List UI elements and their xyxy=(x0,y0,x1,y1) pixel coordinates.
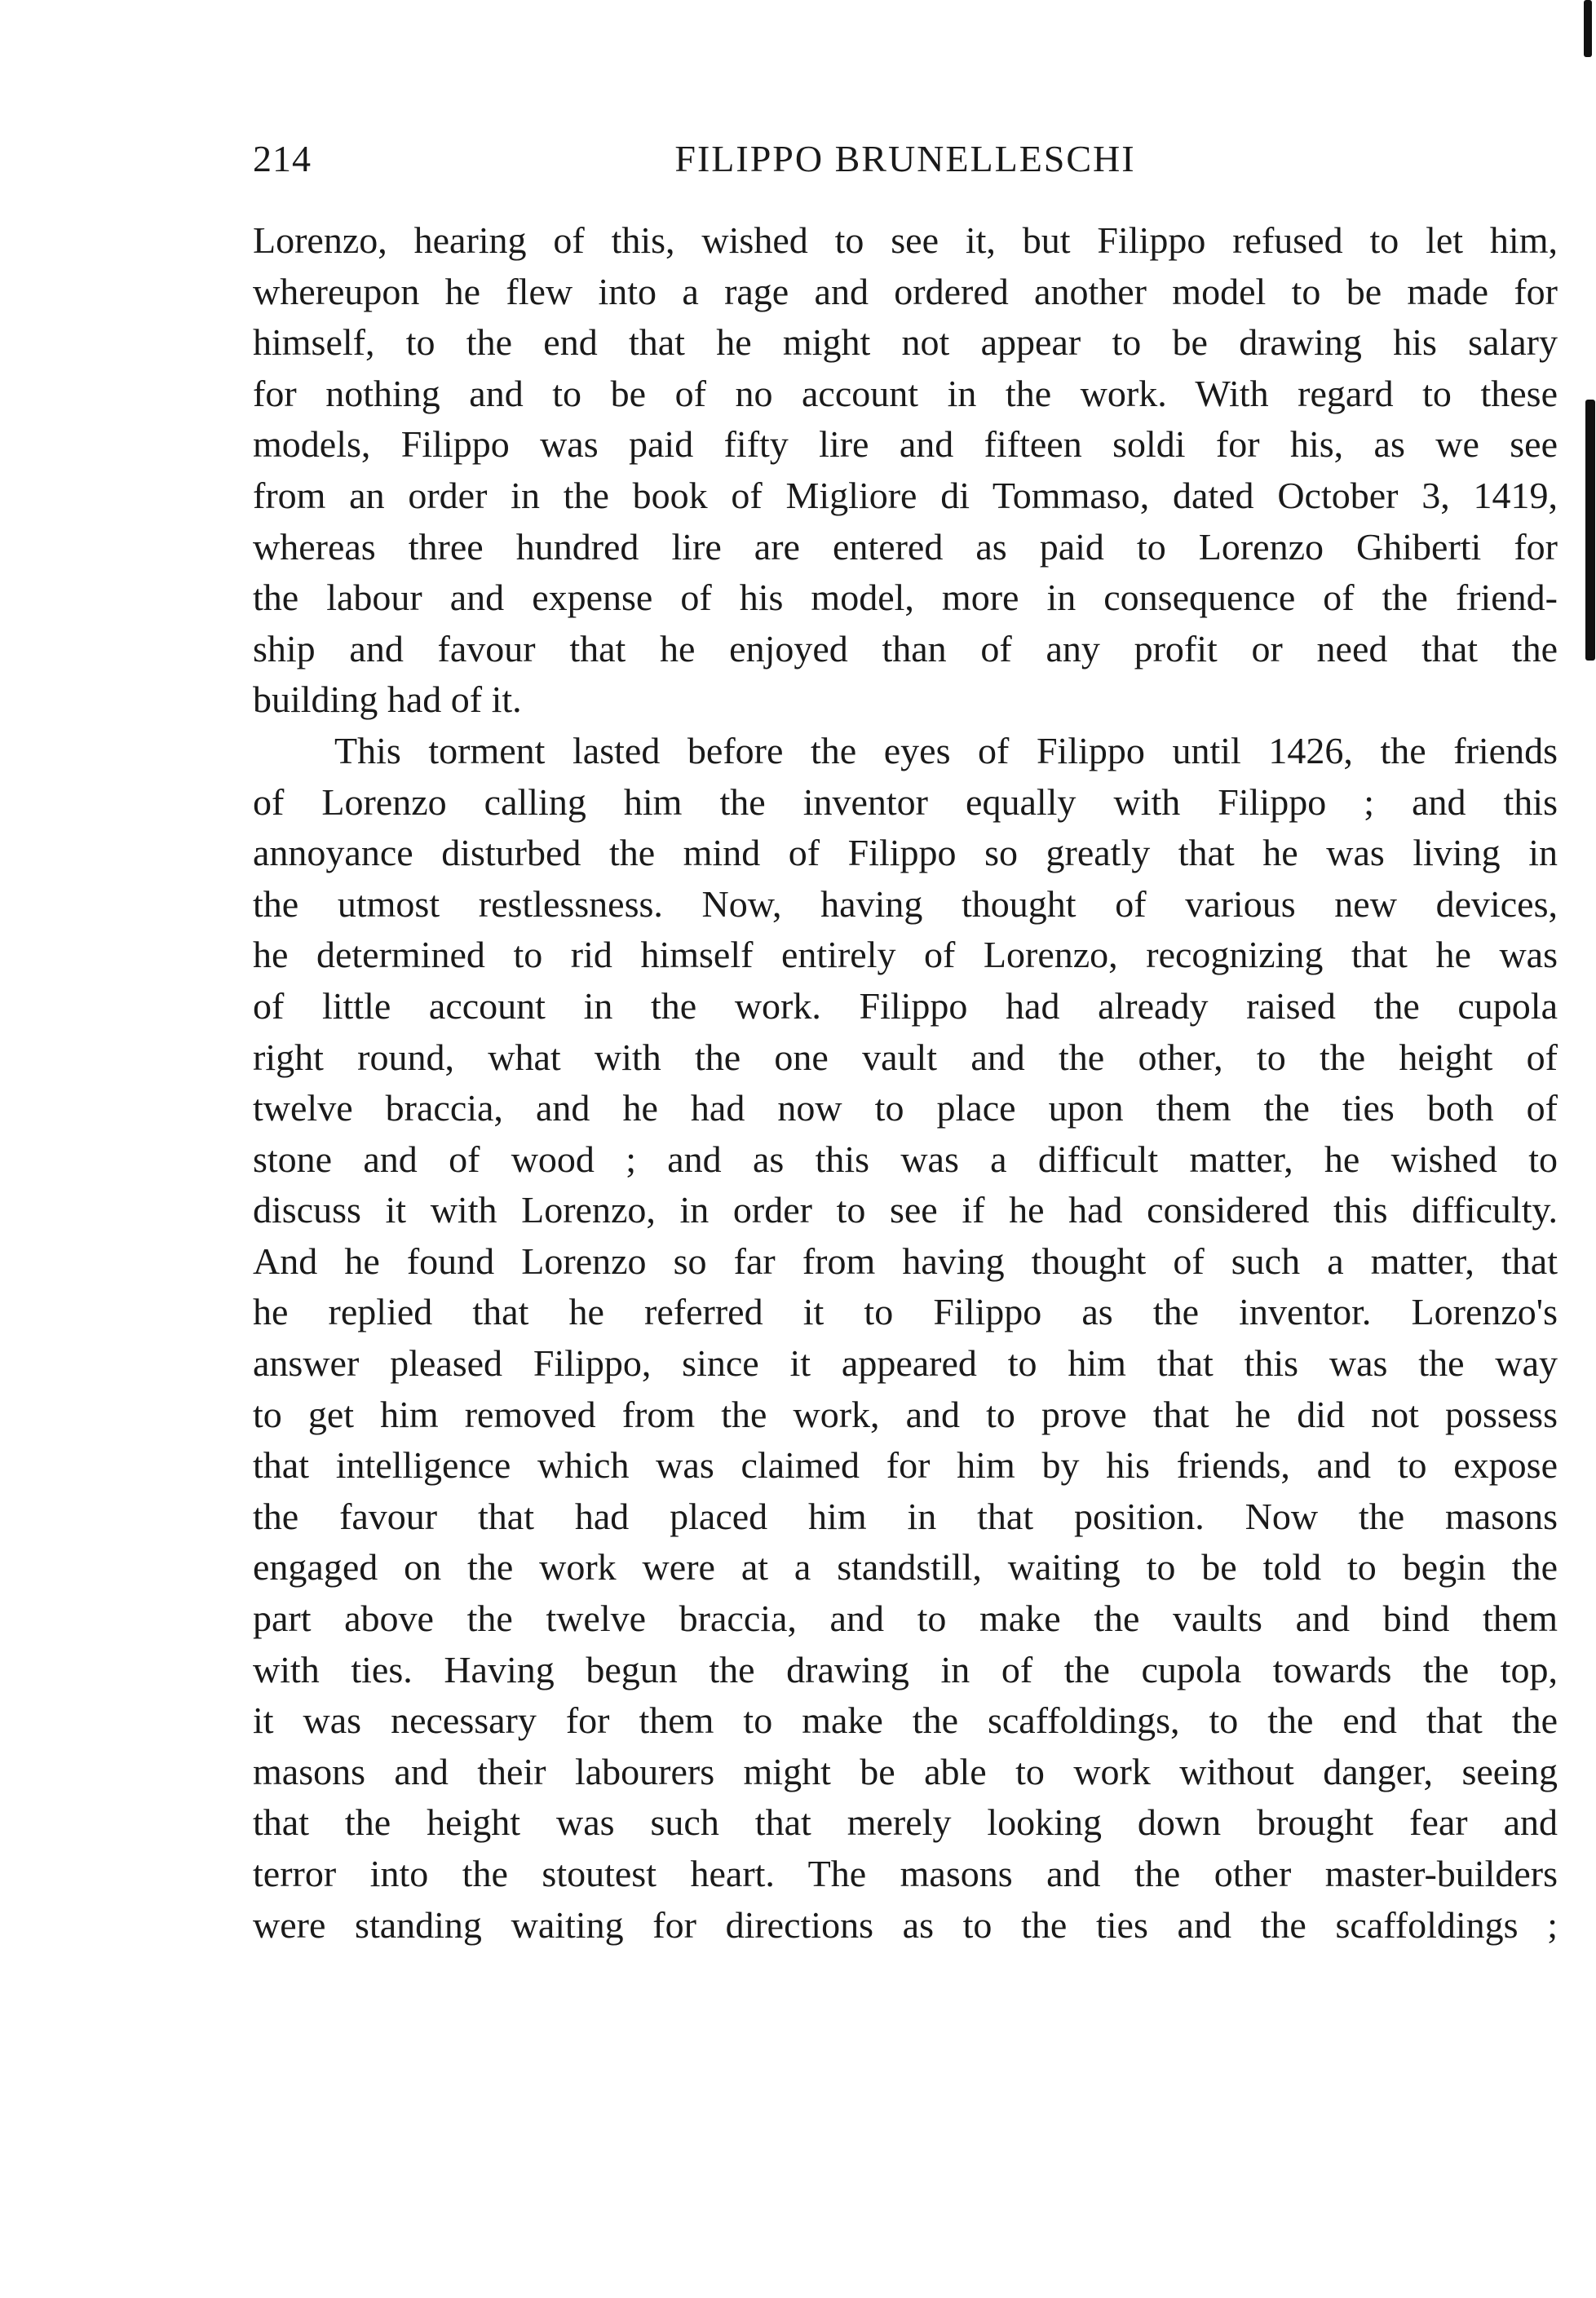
text-line: it was necessary for them to make the scaffoldings, to the end that the xyxy=(253,1699,1558,1742)
text-line: with ties. Having begun the drawing in of the cupola towards the top, xyxy=(253,1648,1558,1690)
running-header xyxy=(253,137,1558,186)
text-line: himself, to the end that he might not appear to be drawing his salary xyxy=(253,321,1558,364)
text-line: stone and of wood ; and as this was a difficult matter, he wished to xyxy=(253,1138,1558,1180)
text-line: he replied that he referred it to Filippo as the inventor. Lorenzo's xyxy=(253,1291,1558,1333)
text-line: the favour that had placed him in that position. Now the masons xyxy=(253,1495,1558,1537)
paragraph xyxy=(253,215,1558,726)
text-line: masons and their labourers might be able to work without danger, seeing xyxy=(253,1750,1558,1792)
text-line: part above the twelve braccia, and to make the vaults and bind them xyxy=(253,1598,1558,1640)
text-line: discuss it with Lorenzo, in order to see if he had considered this difficulty. xyxy=(253,1189,1558,1231)
text-line: whereupon he flew into a rage and ordered another model to be made for xyxy=(253,270,1558,312)
paragraph xyxy=(253,726,1558,1951)
text-line: the utmost restlessness. Now, having thought of various new devices, xyxy=(253,882,1558,925)
text-line: that intelligence which was claimed for him by his friends, and to expose xyxy=(253,1444,1558,1487)
text-line: terror into the stoutest heart. The masons and the other master-builders xyxy=(253,1853,1558,1894)
text-line: engaged on the work were at a standstill, waiting to be told to begin the xyxy=(253,1546,1558,1589)
scan-edge-mark xyxy=(1585,400,1595,661)
text-line: Lorenzo, hearing of this, wished to see it, but Filippo refused to let him, xyxy=(253,219,1558,261)
text-line: This torment lasted before the eyes of Filippo until 1426, the friends xyxy=(334,729,1558,771)
text-line: that the height was such that merely looking down brought fear and xyxy=(253,1801,1558,1844)
text-line: from an order in the book of Migliore di Tommaso, dated October 3, 1419, xyxy=(253,474,1558,516)
text-line: answer pleased Filippo, since it appeared to him that this was the way xyxy=(253,1342,1558,1385)
text-line: were standing waiting for directions as to the ties and the scaffoldings ; xyxy=(253,1903,1558,1946)
text-line: whereas three hundred lire are entered as paid to Lorenzo Ghiberti for xyxy=(253,525,1558,568)
page-number: 214 xyxy=(253,138,312,179)
text-line: ship and favour that he enjoyed than of any profit or need that the xyxy=(253,627,1558,670)
text-line: building had of it. xyxy=(253,678,522,721)
text-line: for nothing and to be of no account in the work. With regard to these xyxy=(253,372,1558,414)
text-line: twelve braccia, and he had now to place upon them the ties both of xyxy=(253,1087,1558,1129)
scan-edge-mark xyxy=(1584,0,1592,57)
text-line: of Lorenzo calling him the inventor equally with Filippo ; and this xyxy=(253,780,1558,823)
text-line: to get him removed from the work, and to prove that he did not possess xyxy=(253,1393,1558,1435)
text-line: he determined to rid himself entirely of Lorenzo, recognizing that he was xyxy=(253,934,1558,976)
running-title: FILIPPO BRUNELLESCHI xyxy=(674,138,1136,179)
text-line: annoyance disturbed the mind of Filippo so greatly that he was living in xyxy=(253,832,1558,874)
text-line: And he found Lorenzo so far from having thought of such a matter, that xyxy=(253,1240,1558,1282)
text-line: right round, what with the one vault and the other, to the height of xyxy=(253,1036,1558,1078)
text-line: the labour and expense of his model, more in consequence of the friend- xyxy=(253,577,1558,619)
text-line: of little account in the work. Filippo had already raised the cupola xyxy=(253,984,1558,1027)
text-line: models, Filippo was paid fifty lire and fifteen soldi for his, as we see xyxy=(253,423,1558,466)
body-text xyxy=(253,215,1558,1951)
